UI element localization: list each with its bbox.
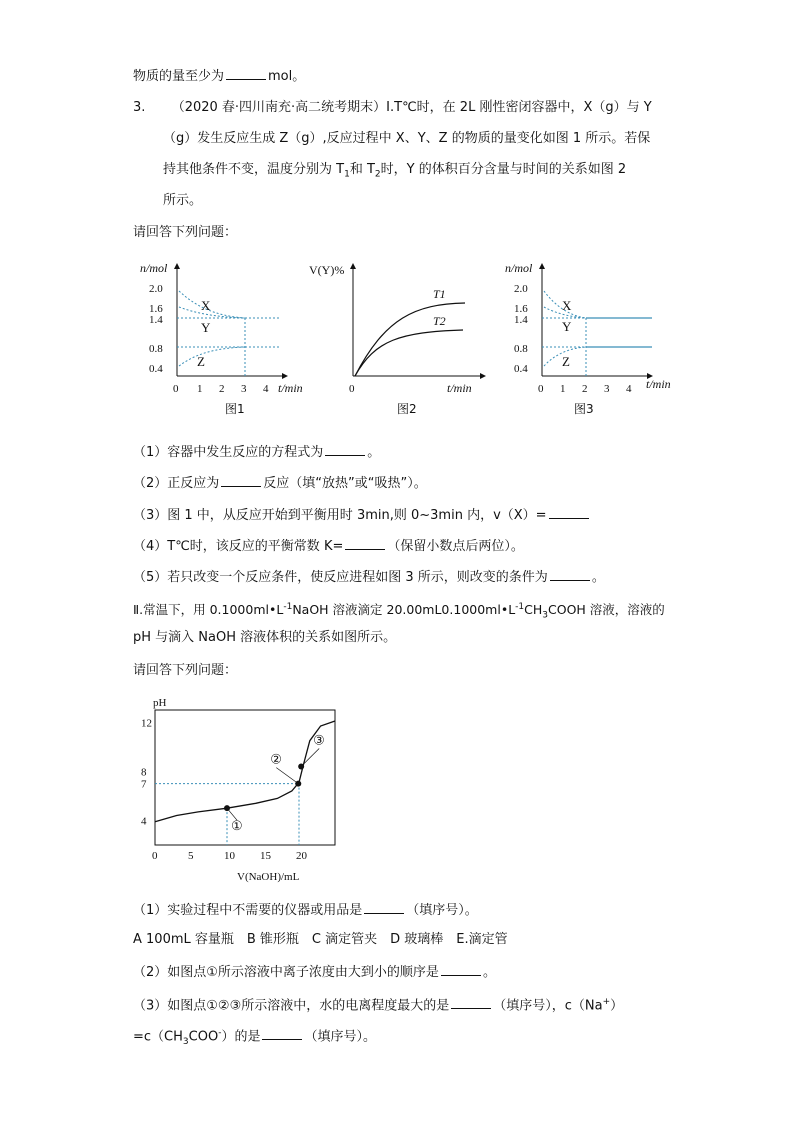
answer-blank bbox=[549, 504, 589, 519]
svg-text:1: 1 bbox=[197, 383, 203, 395]
y-axis-label: n/mol bbox=[505, 261, 533, 275]
intro-line: 物质的量至少为 mol。 bbox=[133, 65, 305, 87]
svg-text:X: X bbox=[201, 298, 211, 313]
point-label: ② bbox=[270, 751, 282, 767]
figure-1-caption: 图1 bbox=[225, 402, 245, 416]
titration-chart bbox=[133, 690, 353, 890]
svg-text:Y: Y bbox=[201, 320, 211, 335]
x-axis-label: t/min bbox=[278, 381, 303, 395]
x-tick-label: 5 bbox=[188, 850, 194, 862]
svg-text:0.8: 0.8 bbox=[149, 343, 163, 355]
y-tick-label: 7 bbox=[141, 778, 147, 791]
svg-text:T1: T1 bbox=[433, 287, 446, 301]
answer-blank bbox=[550, 566, 590, 581]
figure-2-caption: 图2 bbox=[397, 402, 417, 416]
part1-q2: （2）正反应为 反应（填“放热”或“吸热”）。 bbox=[133, 472, 427, 494]
answer-blank bbox=[325, 441, 365, 456]
x-tick-label: 10 bbox=[224, 850, 235, 862]
answer-blank bbox=[345, 535, 385, 550]
answer-blank bbox=[221, 472, 261, 487]
x-tick-label: 20 bbox=[296, 850, 307, 862]
y-tick-label: 8 bbox=[141, 766, 147, 779]
svg-text:4: 4 bbox=[263, 383, 269, 395]
svg-text:0: 0 bbox=[538, 383, 544, 395]
svg-text:0: 0 bbox=[349, 383, 355, 395]
figure-3 bbox=[500, 258, 685, 423]
y-tick-label: 12 bbox=[141, 717, 152, 730]
svg-text:Y: Y bbox=[562, 319, 572, 334]
svg-text:X: X bbox=[562, 298, 572, 313]
svg-text:1.4: 1.4 bbox=[514, 314, 528, 326]
answer-blank bbox=[262, 1025, 302, 1040]
q3-line4: 所示。 bbox=[163, 193, 203, 208]
point-label: ① bbox=[231, 818, 243, 834]
svg-text:4: 4 bbox=[626, 383, 632, 395]
prompt-1: 请回答下列问题： bbox=[133, 225, 238, 240]
part2-options: A 100mL 容量瓶 B 锥形瓶 C 滴定管夹 D 玻璃棒 E.滴定管 bbox=[133, 932, 508, 947]
svg-text:2.0: 2.0 bbox=[149, 283, 163, 295]
figure-1 bbox=[135, 258, 303, 423]
part1-q1: （1）容器中发生反应的方程式为 。 bbox=[133, 441, 380, 463]
svg-text:1.4: 1.4 bbox=[149, 314, 163, 326]
part2-q3: （3）如图点①②③所示溶液中，水的电离程度最大的是 （填序号），c（Na+） bbox=[133, 992, 623, 1016]
x-tick-label: 0 bbox=[152, 850, 158, 862]
svg-text:2.0: 2.0 bbox=[514, 283, 528, 295]
q3-line2: （g）发生反应生成 Z（g）,反应过程中 X、Y、Z 的物质的量变化如图 1 所示。若保 bbox=[163, 131, 651, 146]
x-axis-label: t/min bbox=[646, 377, 671, 391]
y-axis-label: pH bbox=[153, 697, 167, 709]
part1-q4: （4）T℃时，该反应的平衡常数 K= （保留小数点后两位）。 bbox=[133, 535, 524, 557]
svg-text:Z: Z bbox=[197, 354, 205, 369]
svg-text:2: 2 bbox=[582, 383, 588, 395]
part2-q3-line2: $=c(CH_3COO^-)$的是 （填序号）。 bbox=[133, 1023, 376, 1052]
figure-3-caption: 图3 bbox=[574, 402, 594, 416]
y-axis-label: V(Y)% bbox=[309, 263, 345, 277]
part1-q5: （5）若只改变一个反应条件，使反应进程如图 3 所示，则改变的条件为 。 bbox=[133, 566, 605, 588]
part2-line2: pH 与滴入 NaOH 溶液体积的关系如图所示。 bbox=[133, 630, 397, 645]
answer-blank bbox=[364, 899, 404, 914]
answer-blank bbox=[451, 994, 491, 1009]
svg-text:1.6: 1.6 bbox=[149, 303, 163, 315]
figure-2 bbox=[305, 258, 490, 423]
series-line bbox=[155, 721, 335, 822]
part2-line1: Ⅱ.常温下，用 $0.1000ml•L^{-1}NaOH$ 溶液滴定 $20.00mL0.1000ml•L^{-1}CH_3COOH$ 溶液，溶液的 bbox=[133, 602, 665, 621]
point-label: ③ bbox=[313, 732, 325, 748]
svg-text:0.4: 0.4 bbox=[514, 363, 528, 375]
x-tick-label: 15 bbox=[260, 850, 271, 862]
svg-text:3: 3 bbox=[241, 383, 247, 395]
svg-text:Z: Z bbox=[562, 354, 570, 369]
svg-text:3: 3 bbox=[604, 383, 610, 395]
point-leader bbox=[276, 768, 298, 784]
part1-q3: （3）图 1 中，从反应开始到平衡用时 3min,则 0~3min 内，v（X）= bbox=[133, 504, 591, 526]
x-axis-label: V(NaOH)/mL bbox=[237, 871, 300, 883]
svg-text:0.4: 0.4 bbox=[149, 363, 163, 375]
part2-q1: （1）实验过程中不需要的仪器或用品是 （填序号）。 bbox=[133, 899, 478, 921]
y-axis-label: n/mol bbox=[140, 261, 168, 275]
q3-line3: 持其他条件不变，温度分别为 $T_1$和 $T_2$时，Y 的体积百分含量与时间的关系如图 2 bbox=[163, 162, 627, 180]
x-axis-label: t/min bbox=[447, 381, 472, 395]
answer-blank bbox=[441, 961, 481, 976]
q3-line1: 3. （2020 春·四川南充·高二统考期末）Ⅰ.T℃时，在 2L 刚性密闭容器中，X（g）与 Y bbox=[133, 100, 652, 115]
svg-text:1.6: 1.6 bbox=[514, 303, 528, 315]
prompt-2: 请回答下列问题： bbox=[133, 663, 238, 678]
svg-text:0: 0 bbox=[173, 383, 179, 395]
svg-text:0.8: 0.8 bbox=[514, 343, 528, 355]
svg-text:1: 1 bbox=[560, 383, 566, 395]
plot-frame bbox=[155, 710, 335, 845]
svg-text:T2: T2 bbox=[433, 314, 446, 328]
part2-q2: （2）如图点①所示溶液中离子浓度由大到小的顺序是 。 bbox=[133, 961, 496, 983]
answer-blank bbox=[226, 65, 266, 80]
svg-text:2: 2 bbox=[219, 383, 225, 395]
y-tick-label: 4 bbox=[141, 815, 147, 828]
point-leader bbox=[301, 748, 319, 766]
